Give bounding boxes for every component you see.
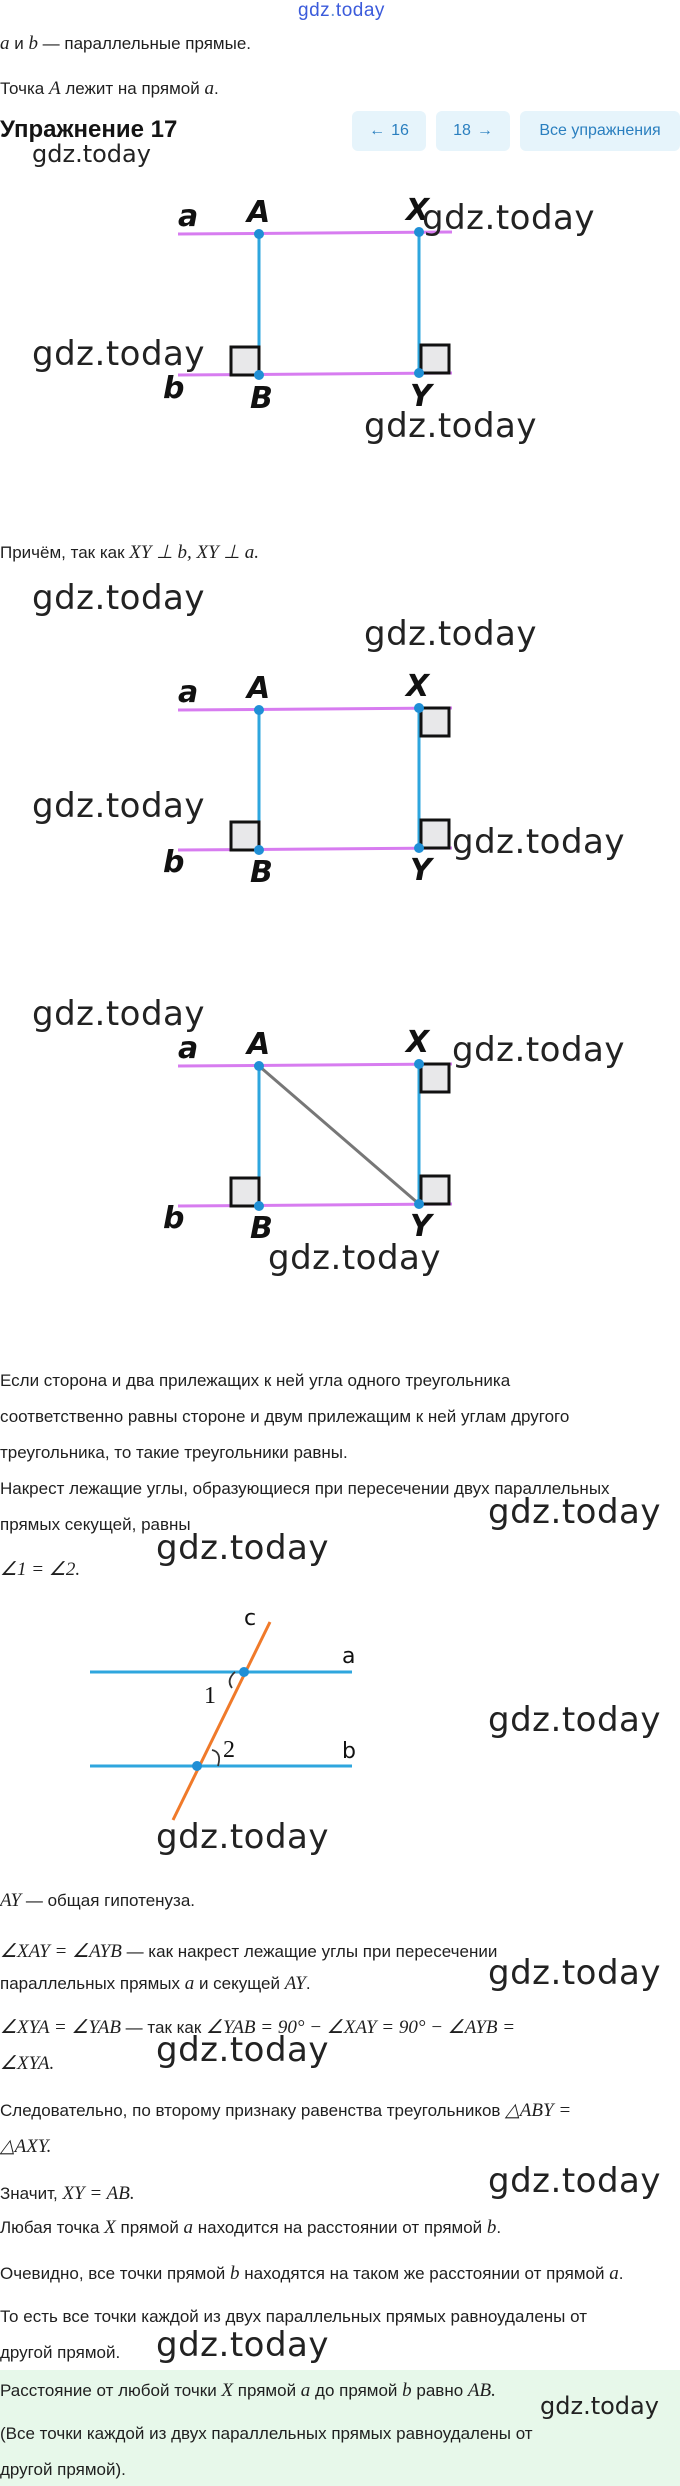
math-expr: XY = AB. xyxy=(62,2183,135,2204)
math-b: b xyxy=(486,2217,497,2238)
text: лежит на прямой xyxy=(60,79,205,98)
text: . xyxy=(496,2218,502,2237)
math-AY: AY xyxy=(284,1973,306,1994)
text: Следовательно, по второму признаку равенства треугольников xyxy=(0,2101,506,2120)
answer-line-2: (Все точки каждой из двух параллельных прямых равноудалены от xyxy=(0,2424,533,2443)
line-b xyxy=(178,848,452,850)
watermark: gdz.today xyxy=(32,994,205,1034)
math-expr: XY ⊥ b, XY ⊥ a. xyxy=(129,542,259,563)
intersection-point xyxy=(239,1667,249,1677)
hypotenuse-line xyxy=(0,1883,195,1919)
text: прямой xyxy=(115,2218,184,2237)
math-a: a xyxy=(183,2217,194,2238)
math-X: X xyxy=(104,2217,116,2238)
text: находится на расстоянии от прямой xyxy=(193,2218,487,2237)
math-AY: AY xyxy=(0,1890,22,1911)
arrow-left-icon: ← xyxy=(369,122,386,139)
watermark: gdz.today xyxy=(32,786,205,826)
label-B: B xyxy=(250,855,273,890)
site-logo[interactable] xyxy=(298,0,385,22)
line-a xyxy=(178,708,452,710)
label-Y: Y xyxy=(410,1209,432,1244)
label-a: a xyxy=(178,675,199,710)
prev-label: 16 xyxy=(391,122,409,139)
thus-line-b: другой прямой. xyxy=(0,2343,121,2362)
segment-AY xyxy=(259,1066,419,1204)
math-expr: ∠1 = ∠2. xyxy=(0,1559,81,1580)
right-angle-marker xyxy=(421,1064,449,1092)
math-b: b xyxy=(28,33,38,54)
label-X: X xyxy=(406,669,430,704)
text: и xyxy=(9,34,29,53)
label-Y: Y xyxy=(410,379,432,414)
next-exercise-button[interactable] xyxy=(436,111,510,151)
point-Y xyxy=(414,368,424,378)
math-AB: AB. xyxy=(467,2380,496,2401)
label-angle-1: 1 xyxy=(204,1683,216,1709)
line-a xyxy=(178,232,452,234)
watermark: gdz.today xyxy=(32,578,205,618)
text: . xyxy=(213,79,219,98)
paragraph-line: соответственно равны стороне и двум прилежащим к ней углам другого xyxy=(0,1407,570,1426)
paragraph-line: треугольника, то такие треугольники равны. xyxy=(0,1443,348,1462)
watermark: gdz.today xyxy=(452,1030,625,1070)
text: — параллельные прямые. xyxy=(37,34,252,53)
equality-line-1b xyxy=(0,1966,311,2002)
right-angle-marker xyxy=(421,820,449,848)
exercise-title: Упражнение 17 xyxy=(0,116,178,143)
figure-parallel-lines-2 xyxy=(0,660,680,900)
label-b: b xyxy=(163,371,185,406)
logo-part-1: gdz xyxy=(298,0,331,21)
point-X xyxy=(414,1059,424,1069)
label-b: b xyxy=(163,845,185,880)
obvious-line xyxy=(0,2256,623,2292)
label-a: a xyxy=(178,199,199,234)
conclusion-line xyxy=(0,2093,571,2129)
line-b xyxy=(178,1204,452,1206)
math-expr: △AXY. xyxy=(0,2136,52,2157)
watermark: gdz.today xyxy=(452,822,625,862)
math-b: b xyxy=(230,2263,240,2284)
text: до прямой xyxy=(310,2381,403,2400)
math-expr: △ABY = xyxy=(505,2100,572,2121)
right-angle-marker xyxy=(231,1178,259,1206)
watermark: gdz.today xyxy=(268,1238,441,1278)
watermark: gdz.today xyxy=(156,1817,329,1857)
all-exercises-label: Все упражнения xyxy=(539,122,661,139)
label-A: A xyxy=(247,195,271,230)
intro-line-1 xyxy=(0,26,251,62)
point-Y xyxy=(414,843,424,853)
text: — общая гипотенуза. xyxy=(21,1891,196,1910)
text: Причём, так как xyxy=(0,543,130,562)
text: и секущей xyxy=(194,1974,285,1993)
math-A: A xyxy=(48,78,61,99)
because-line xyxy=(0,535,259,571)
prev-exercise-button[interactable] xyxy=(352,111,426,151)
point-X xyxy=(414,703,424,713)
label-angle-2: 2 xyxy=(223,1737,235,1763)
text: прямой xyxy=(233,2381,301,2400)
angle-equality xyxy=(0,1552,80,1588)
watermark: gdz.today xyxy=(364,614,537,654)
text: Очевидно, все точки прямой xyxy=(0,2264,231,2283)
line-b xyxy=(178,373,452,375)
watermark: gdz.today xyxy=(32,334,205,374)
math-a: a xyxy=(184,1973,195,1994)
angle-1-arc xyxy=(230,1672,235,1688)
math-expr: ∠YAB = 90° − ∠XAY = 90° − ∠AYB = xyxy=(206,2017,516,2038)
label-X: X xyxy=(406,1025,430,1060)
text: Точка xyxy=(0,79,49,98)
right-angle-marker xyxy=(231,347,259,375)
math-X: X xyxy=(221,2380,234,2401)
label-Y: Y xyxy=(410,853,432,888)
point-Y xyxy=(414,1199,424,1209)
right-angle-marker xyxy=(231,822,259,850)
text: — как накрест лежащие углы при пересечении xyxy=(121,1942,498,1961)
math-expr: ∠XYA = ∠YAB xyxy=(0,2017,121,2038)
equality-line-2b xyxy=(0,2046,54,2082)
label-A: A xyxy=(247,671,271,706)
watermark: gdz.today xyxy=(488,1492,661,1532)
point-B xyxy=(254,370,264,380)
answer-line-3: другой прямой). xyxy=(0,2460,126,2479)
point-A xyxy=(254,705,264,715)
point-A xyxy=(254,1061,264,1071)
point-B xyxy=(254,845,264,855)
label-b: b xyxy=(163,1201,185,1236)
watermark: gdz.today xyxy=(156,2325,329,2365)
means-line xyxy=(0,2176,135,2212)
math-expr: ∠XAY = ∠AYB xyxy=(0,1941,122,1962)
text: находятся на таком же расстоянии от прямой xyxy=(239,2264,610,2283)
watermark: gdz.today xyxy=(488,1953,661,1993)
line-a xyxy=(178,1064,452,1066)
text: Расстояние от любой точки xyxy=(0,2381,222,2400)
thus-line: То есть все точки каждой из двух параллельных прямых равноудалены от xyxy=(0,2307,587,2326)
right-angle-marker xyxy=(421,345,449,373)
equality-line-1 xyxy=(0,1934,497,1970)
all-exercises-button[interactable] xyxy=(520,111,680,151)
text: параллельных прямых xyxy=(0,1974,185,1993)
math-b: b xyxy=(402,2380,412,2401)
point-B xyxy=(254,1201,264,1211)
label-B: B xyxy=(250,1211,273,1246)
intro-line-2 xyxy=(0,71,219,107)
label-A: A xyxy=(247,1027,271,1062)
watermark: gdz.today xyxy=(156,2030,329,2070)
paragraph-line: Накрест лежащие углы, образующиеся при пересечении двух параллельных xyxy=(0,1479,610,1498)
logo-part-3: today xyxy=(335,0,385,21)
point-A xyxy=(254,229,264,239)
right-angle-marker xyxy=(421,708,449,736)
math-a: a xyxy=(609,2263,619,2284)
label-B: B xyxy=(250,381,273,416)
paragraph-line: прямых секущей, равны xyxy=(0,1515,191,1534)
label-a: a xyxy=(342,1644,356,1669)
watermark: gdz.today xyxy=(488,2161,661,2201)
math-a: a xyxy=(0,33,10,54)
text: Значит, xyxy=(0,2184,63,2203)
text: — так как xyxy=(120,2018,207,2037)
paragraph-line: Если сторона и два прилежащих к ней угла одного треугольника xyxy=(0,1371,511,1390)
watermark: gdz.today xyxy=(488,1700,661,1740)
watermark: gdz.today xyxy=(540,2392,659,2420)
intersection-point xyxy=(192,1761,202,1771)
next-label: 18 xyxy=(453,122,471,139)
watermark: gdz.today xyxy=(364,406,537,446)
label-c: c xyxy=(244,1606,257,1631)
arrow-right-icon: → xyxy=(476,122,493,139)
label-b: b xyxy=(342,1739,356,1764)
text: . xyxy=(305,1974,311,1993)
watermark: gdz.today xyxy=(156,1528,329,1568)
text: . xyxy=(618,2264,624,2283)
text: Любая точка xyxy=(0,2218,105,2237)
watermark: gdz.today xyxy=(32,140,151,168)
math-a: a xyxy=(300,2380,311,2401)
angle-2-arc xyxy=(212,1750,219,1766)
watermark: gdz.today xyxy=(422,198,595,238)
any-point-line xyxy=(0,2210,501,2246)
answer-line xyxy=(0,2373,496,2409)
math-a: a xyxy=(204,78,214,99)
label-X: X xyxy=(406,193,430,228)
right-angle-marker xyxy=(421,1176,449,1204)
text: равно xyxy=(411,2381,468,2400)
conclusion-line-b xyxy=(0,2129,51,2165)
math-expr: ∠XYA. xyxy=(0,2053,55,2074)
secant-c xyxy=(173,1622,270,1820)
logo-part-2: . xyxy=(330,0,336,21)
label-a: a xyxy=(178,1031,199,1066)
